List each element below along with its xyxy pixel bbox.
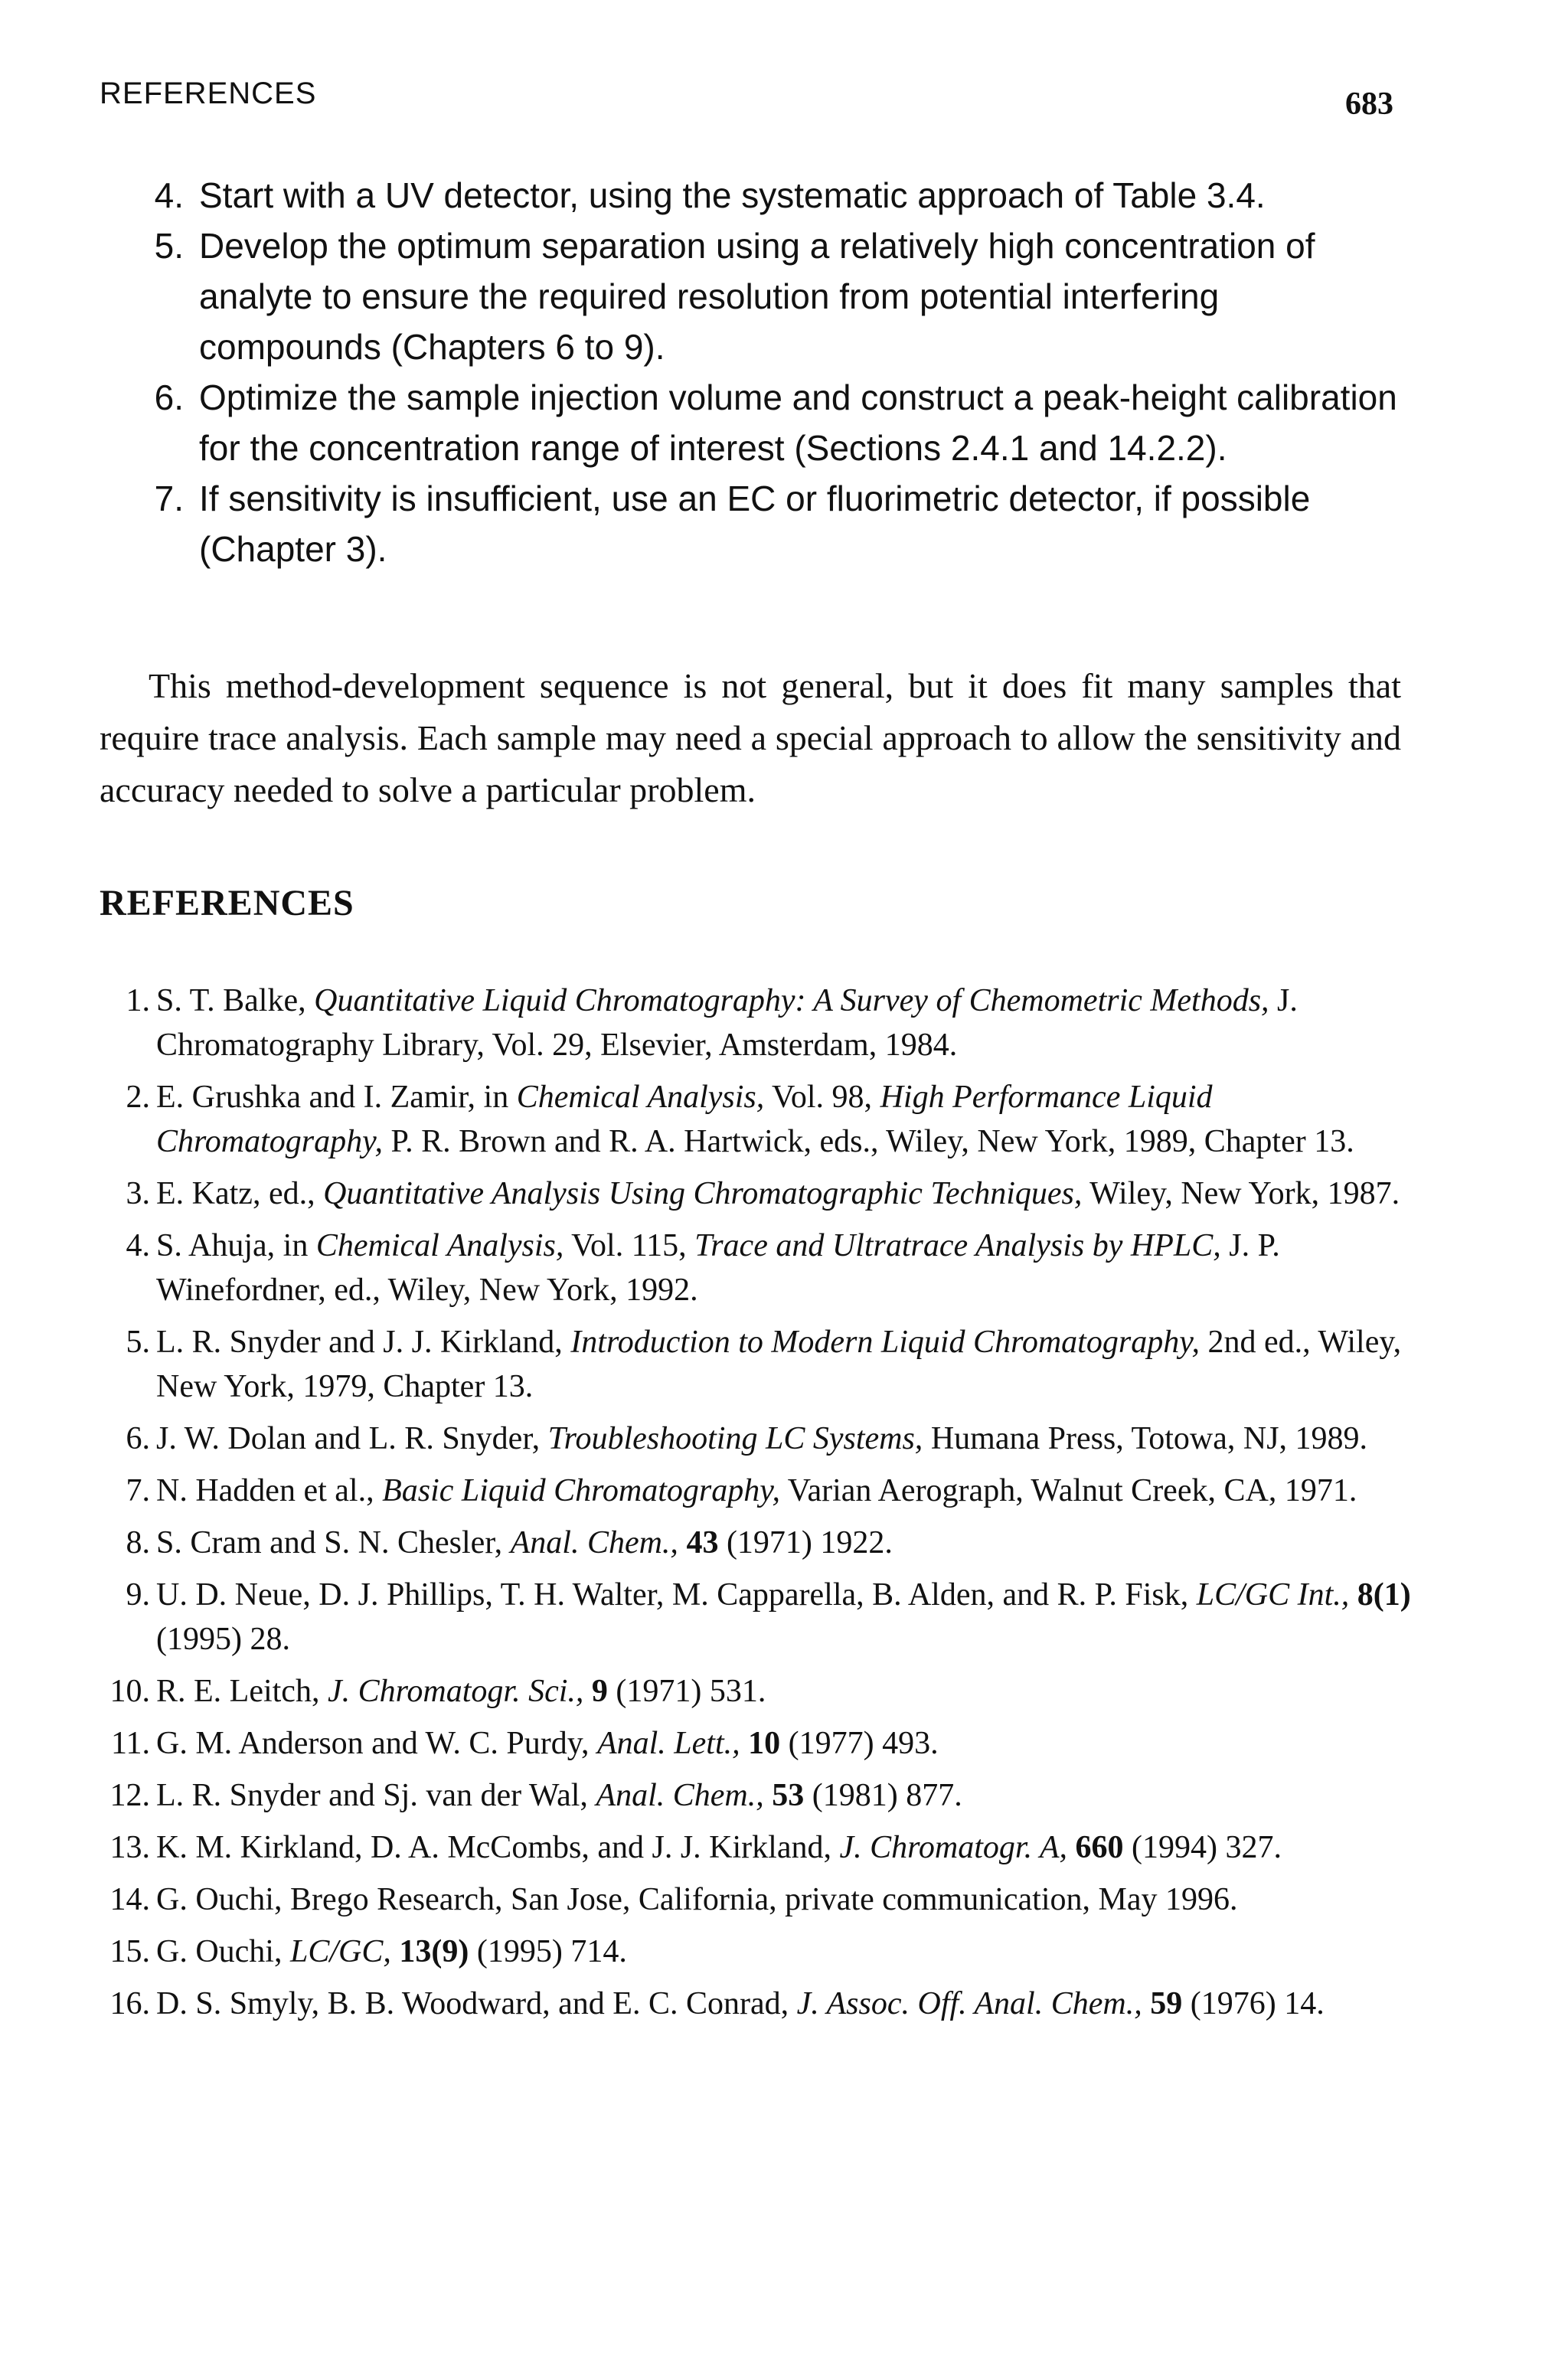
step-text: Start with a UV detector, using the systematic approach of Table 3.4. bbox=[199, 175, 1266, 215]
reference-item bbox=[100, 1171, 1416, 1216]
reference-number: 16. bbox=[109, 1986, 150, 2021]
reference-title-run: Chemical Analysis, bbox=[315, 1228, 564, 1263]
reference-text-run: K. M. Kirkland, D. A. McCombs, and J. J. Kirkland, bbox=[156, 1830, 840, 1865]
reference-item bbox=[100, 1773, 1416, 1818]
reference-text bbox=[156, 1830, 1282, 1865]
reference-text bbox=[156, 1525, 893, 1560]
reference-text-run: (1994) 327. bbox=[1123, 1830, 1282, 1865]
reference-text-run: S. T. Balke, bbox=[156, 983, 315, 1018]
reference-item bbox=[100, 1075, 1416, 1164]
step-item bbox=[115, 221, 1401, 372]
reference-text-run: Vol. 98, bbox=[764, 1080, 880, 1115]
reference-number: 1. bbox=[126, 983, 150, 1018]
reference-title-run: Anal. Chem., bbox=[596, 1778, 764, 1813]
reference-title-run: LC/GC Int., bbox=[1196, 1577, 1350, 1613]
reference-volume-run: 9 bbox=[591, 1674, 608, 1709]
reference-number: 7. bbox=[126, 1473, 150, 1508]
reference-text-run: (1971) 531. bbox=[607, 1674, 766, 1709]
step-text: If sensitivity is insufficient, use an EC or fluorimetric detector, if possible (Chapter 3). bbox=[199, 479, 1311, 569]
reference-text bbox=[156, 1473, 1357, 1508]
reference-item bbox=[100, 1521, 1416, 1565]
references-heading: REFERENCES bbox=[100, 883, 354, 923]
step-item bbox=[115, 372, 1401, 473]
reference-item bbox=[100, 1877, 1416, 1922]
reference-volume-run: 660 bbox=[1075, 1830, 1124, 1865]
reference-text-run: G. M. Anderson and W. C. Purdy, bbox=[156, 1726, 597, 1761]
reference-text-run bbox=[678, 1525, 687, 1560]
reference-text bbox=[156, 1080, 1354, 1159]
reference-text-run: E. Grushka and I. Zamir, in bbox=[156, 1080, 517, 1115]
reference-text-run: D. S. Smyly, B. B. Woodward, and E. C. Conrad, bbox=[156, 1986, 797, 2021]
reference-text-run: Wiley, New York, 1987. bbox=[1082, 1176, 1400, 1211]
reference-volume-run: 10 bbox=[748, 1726, 781, 1761]
reference-title-run: J. Chromatogr. Sci., bbox=[327, 1674, 584, 1709]
reference-text bbox=[156, 983, 1298, 1063]
reference-text-run bbox=[1067, 1830, 1076, 1865]
reference-text bbox=[156, 1726, 939, 1761]
step-number: 5. bbox=[154, 226, 184, 266]
reference-text-run: (1971) 1922. bbox=[718, 1525, 893, 1560]
reference-title-run: Anal. Lett., bbox=[596, 1726, 740, 1761]
reference-item bbox=[100, 1669, 1416, 1714]
reference-text bbox=[156, 1934, 627, 1969]
reference-volume-run: 8(1) bbox=[1357, 1577, 1411, 1613]
reference-item bbox=[100, 1320, 1416, 1409]
step-item bbox=[115, 170, 1401, 221]
reference-text-run: J. W. Dolan and L. R. Snyder, bbox=[156, 1421, 548, 1456]
reference-number: 14. bbox=[109, 1882, 150, 1917]
reference-list bbox=[100, 979, 1416, 2034]
reference-text-run bbox=[1142, 1986, 1151, 2021]
reference-text-run: N. Hadden et al., bbox=[156, 1473, 383, 1508]
reference-title-run: J. Chromatogr. A, bbox=[839, 1830, 1067, 1865]
reference-text-run: P. R. Brown and R. A. Hartwick, eds., Wiley, New York, 1989, Chapter 13. bbox=[382, 1124, 1354, 1159]
reference-number: 10. bbox=[109, 1674, 150, 1709]
reference-title-run: Troubleshooting LC Systems, bbox=[547, 1421, 923, 1456]
reference-number: 9. bbox=[126, 1577, 150, 1613]
reference-item bbox=[100, 1825, 1416, 1870]
reference-text-run: Varian Aerograph, Walnut Creek, CA, 1971. bbox=[780, 1473, 1357, 1508]
reference-text bbox=[156, 1421, 1367, 1456]
reference-item bbox=[100, 1573, 1416, 1662]
reference-text-run: G. Ouchi, bbox=[156, 1934, 290, 1969]
reference-text-run bbox=[764, 1778, 773, 1813]
reference-title-run: Introduction to Modern Liquid Chromatography, bbox=[570, 1325, 1200, 1360]
reference-text-run: Humana Press, Totowa, NJ, 1989. bbox=[923, 1421, 1368, 1456]
reference-text-run: S. Ahuja, in bbox=[156, 1228, 316, 1263]
step-number: 6. bbox=[154, 377, 184, 417]
reference-text-run: E. Katz, ed., bbox=[156, 1176, 324, 1211]
reference-number: 11. bbox=[111, 1726, 150, 1761]
reference-title-run: High Performance Liquid Chromatography, bbox=[156, 1080, 1213, 1159]
reference-text-run: Vol. 115, bbox=[564, 1228, 695, 1263]
reference-number: 12. bbox=[109, 1778, 150, 1813]
reference-number: 15. bbox=[109, 1934, 150, 1969]
reference-title-run: Anal. Chem., bbox=[510, 1525, 678, 1560]
reference-number: 4. bbox=[126, 1228, 150, 1263]
reference-text-run bbox=[740, 1726, 749, 1761]
reference-number: 8. bbox=[126, 1525, 150, 1560]
reference-text-run bbox=[583, 1674, 592, 1709]
step-list bbox=[115, 170, 1401, 574]
reference-text-run: L. R. Snyder and Sj. van der Wal, bbox=[156, 1778, 596, 1813]
reference-title-run: J. Assoc. Off. Anal. Chem., bbox=[796, 1986, 1142, 2021]
reference-text bbox=[156, 1674, 766, 1709]
reference-text-run: (1976) 14. bbox=[1182, 1986, 1325, 2021]
reference-title-run: LC/GC, bbox=[289, 1934, 391, 1969]
reference-title-run: Trace and Ultratrace Analysis by HPLC, bbox=[694, 1228, 1221, 1263]
reference-number: 3. bbox=[126, 1176, 150, 1211]
reference-text bbox=[156, 1986, 1325, 2021]
step-number: 7. bbox=[154, 479, 184, 518]
reference-volume-run: 53 bbox=[772, 1778, 805, 1813]
reference-text-run: (1977) 493. bbox=[780, 1726, 939, 1761]
reference-title-run: Basic Liquid Chromatography, bbox=[382, 1473, 781, 1508]
step-text: Optimize the sample injection volume and construct a peak-height calibration for the concentration range of interest (Sections 2.4.1 and 14.2.2). bbox=[199, 377, 1397, 468]
reference-item bbox=[100, 979, 1416, 1067]
reference-text-run: (1995) 714. bbox=[469, 1934, 627, 1969]
reference-title-run: Quantitative Analysis Using Chromatographic Techniques, bbox=[323, 1176, 1083, 1211]
reference-text-run bbox=[1349, 1577, 1357, 1613]
reference-text-run: (1995) 28. bbox=[156, 1622, 290, 1657]
reference-number: 5. bbox=[126, 1325, 150, 1360]
reference-number: 6. bbox=[126, 1421, 150, 1456]
reference-text bbox=[156, 1176, 1400, 1211]
reference-title-run: Quantitative Liquid Chromatography: A Survey of Chemometric Methods, bbox=[314, 983, 1269, 1018]
reference-number: 13. bbox=[109, 1830, 150, 1865]
reference-text bbox=[156, 1778, 962, 1813]
running-head: REFERENCES bbox=[100, 77, 317, 110]
reference-text-run: G. Ouchi, Brego Research, San Jose, California, private communication, May 1996. bbox=[156, 1882, 1238, 1917]
reference-item bbox=[100, 1417, 1416, 1461]
reference-item bbox=[100, 1930, 1416, 1974]
page-number: 683 bbox=[1345, 87, 1393, 122]
body-paragraph: This method-development sequence is not general, but it does fit many samples that require trace analysis. Each sample may need a special approach to allow the sensitivity and accuracy needed to solve a particular problem. bbox=[100, 666, 1401, 809]
reference-item bbox=[100, 1469, 1416, 1513]
step-item bbox=[115, 473, 1401, 574]
reference-item bbox=[100, 1982, 1416, 2026]
reference-text bbox=[156, 1577, 1411, 1657]
reference-text-run: S. Cram and S. N. Chesler, bbox=[156, 1525, 511, 1560]
reference-volume-run: 59 bbox=[1150, 1986, 1183, 2021]
reference-text-run: 2nd ed., Wiley, New York, 1979, Chapter 13. bbox=[156, 1325, 1402, 1404]
reference-text bbox=[156, 1325, 1401, 1404]
step-text: Develop the optimum separation using a relatively high concentration of analyte to ensure the required resolution from potential interfering compounds (Chapters 6 to 9). bbox=[199, 226, 1315, 367]
reference-text-run: L. R. Snyder and J. J. Kirkland, bbox=[156, 1325, 571, 1360]
reference-item bbox=[100, 1224, 1416, 1312]
reference-number: 2. bbox=[126, 1080, 150, 1115]
reference-text-run: R. E. Leitch, bbox=[156, 1674, 328, 1709]
reference-text bbox=[156, 1882, 1238, 1917]
reference-text bbox=[156, 1228, 1280, 1308]
reference-volume-run: 13(9) bbox=[399, 1934, 469, 1969]
reference-text-run: J. P. Winefordner, ed., Wiley, New York, 1992. bbox=[156, 1228, 1280, 1308]
reference-volume-run: 43 bbox=[686, 1525, 719, 1560]
reference-text-run bbox=[391, 1934, 400, 1969]
reference-item bbox=[100, 1721, 1416, 1766]
step-number: 4. bbox=[154, 175, 184, 215]
reference-title-run: Chemical Analysis, bbox=[516, 1080, 765, 1115]
reference-text-run: U. D. Neue, D. J. Phillips, T. H. Walter, M. Capparella, B. Alden, and R. P. Fisk, bbox=[156, 1577, 1197, 1613]
reference-text-run: J. Chromatography Library, Vol. 29, Elsevier, Amsterdam, 1984. bbox=[156, 983, 1298, 1063]
reference-text-run: (1981) 877. bbox=[804, 1778, 962, 1813]
